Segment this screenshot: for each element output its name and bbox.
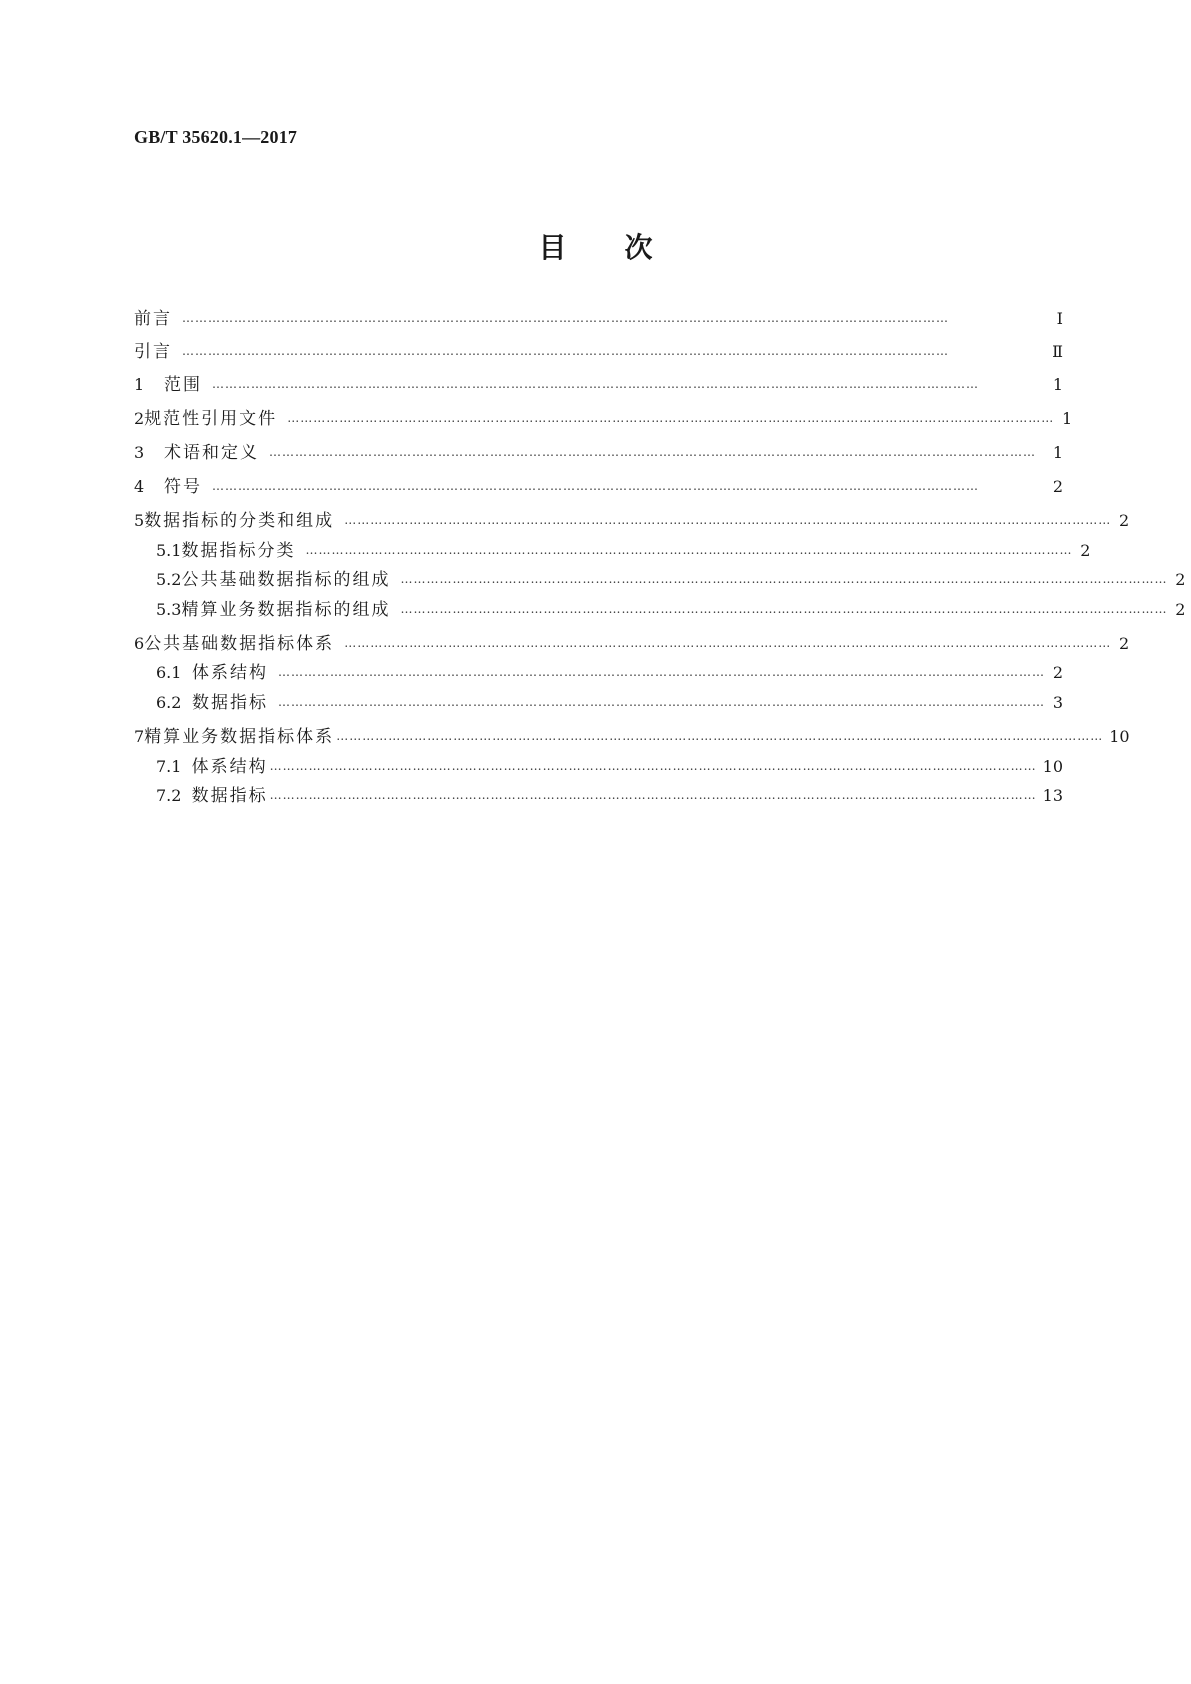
toc-entry-label: 体系结构 (191, 757, 268, 777)
toc-entry-number: 7 (134, 727, 145, 746)
toc-entry-number: 6 (134, 634, 145, 653)
dot-leader: …………………………………………………………………………………………………………………………………………………………… (400, 602, 1168, 616)
toc-entry-page: 10 (1042, 757, 1063, 776)
toc-entry-page: 1 (1062, 409, 1073, 428)
toc-entry-label: 规范性引用文件 (144, 409, 278, 429)
toc-entry-label: 数据指标 (192, 693, 268, 713)
toc-entry-4[interactable] (134, 475, 1063, 499)
dot-leader: …………………………………………………………………………………………………………………………………………………………… (269, 788, 1037, 802)
toc-entry-6-2[interactable] (156, 691, 1063, 715)
toc-entry-number: 1 (134, 375, 145, 394)
toc-entry-page: Ⅰ (1056, 309, 1063, 328)
toc-entry-label: 公共基础数据指标体系 (144, 634, 335, 654)
toc-entry-7[interactable] (134, 725, 1130, 749)
toc-entry-page: 2 (1175, 570, 1186, 589)
toc-entry-5[interactable] (134, 509, 1130, 533)
toc-entry-introduction[interactable] (134, 340, 1063, 364)
toc-entry-page: 13 (1042, 786, 1063, 805)
toc-entry-label: 前言 (134, 309, 172, 329)
toc-entry-label: 数据指标分类 (181, 541, 296, 561)
toc-entry-page: Ⅱ (1052, 342, 1063, 361)
dot-leader: …………………………………………………………………………………………………………………………………………………………… (400, 572, 1168, 586)
toc-entry-number: 7.1 (156, 757, 182, 776)
toc-entry-2[interactable] (134, 407, 1073, 431)
toc-entry-page: 2 (1052, 477, 1063, 496)
toc-entry-number: 5.2 (156, 570, 182, 589)
toc-entry-label: 精算业务数据指标的组成 (181, 600, 391, 620)
dot-leader: …………………………………………………………………………………………………………………………………………………………… (344, 636, 1112, 650)
toc-title: 目次 (538, 231, 711, 264)
toc-entry-6[interactable] (134, 632, 1130, 656)
toc-entry-page: 2 (1119, 634, 1130, 653)
toc-entry-5-3[interactable] (156, 598, 1186, 622)
toc-entry-number: 6.2 (156, 693, 182, 712)
toc-entry-page: 3 (1052, 693, 1063, 712)
toc-entry-page: 2 (1175, 600, 1186, 619)
dot-leader: …………………………………………………………………………………………………………………………………………………………… (269, 759, 1037, 773)
toc-entry-7-2[interactable] (156, 784, 1063, 808)
toc-entry-label: 范围 (164, 375, 202, 395)
toc-entry-number: 2 (134, 409, 145, 428)
toc-entry-number: 7.2 (156, 786, 182, 805)
toc-entry-3[interactable] (134, 441, 1063, 465)
dot-leader: …………………………………………………………………………………………………………………………………………………………… (344, 513, 1112, 527)
dot-leader: …………………………………………………………………………………………………………………………………………………………… (305, 543, 1073, 557)
toc-entry-number: 5.3 (156, 600, 182, 619)
dot-leader: …………………………………………………………………………………………………………………………………………………………… (182, 344, 949, 358)
toc-entry-label: 体系结构 (192, 663, 268, 683)
toc-entry-preface[interactable] (134, 307, 1063, 331)
toc-entry-page: 2 (1119, 511, 1130, 530)
toc-entry-label: 公共基础数据指标的组成 (181, 570, 391, 590)
toc-entry-5-2[interactable] (156, 568, 1186, 592)
document-code: GB/T 35620.1—2017 (134, 127, 298, 147)
dot-leader: …………………………………………………………………………………………………………………………………………………………… (287, 411, 1055, 425)
toc-entry-page: 1 (1052, 443, 1063, 462)
toc-entry-page: 1 (1052, 375, 1063, 394)
toc-entry-number: 6.1 (156, 663, 182, 682)
toc-entry-number: 3 (134, 443, 145, 462)
dot-leader: …………………………………………………………………………………………………………………………………………………………… (212, 377, 979, 391)
dot-leader: …………………………………………………………………………………………………………………………………………………………… (336, 729, 1104, 743)
dot-leader: …………………………………………………………………………………………………………………………………………………………… (212, 479, 979, 493)
toc-entry-6-1[interactable] (156, 661, 1063, 685)
toc-entry-number: 4 (134, 477, 145, 496)
toc-entry-label: 术语和定义 (164, 443, 259, 463)
toc-entry-label: 数据指标 (191, 786, 268, 806)
toc-entry-1[interactable] (134, 373, 1063, 397)
toc-entry-page: 10 (1109, 727, 1130, 746)
toc-entry-label: 引言 (134, 342, 172, 362)
toc-entry-7-1[interactable] (156, 755, 1063, 779)
toc-entry-number: 5.1 (156, 541, 182, 560)
dot-leader: …………………………………………………………………………………………………………………………………………………………… (278, 665, 1045, 679)
toc-entry-number: 5 (134, 511, 145, 530)
dot-leader: …………………………………………………………………………………………………………………………………………………………… (278, 695, 1045, 709)
toc-entry-label: 符号 (164, 477, 202, 497)
toc-entry-label: 精算业务数据指标体系 (144, 727, 335, 747)
dot-leader: …………………………………………………………………………………………………………………………………………………………… (182, 311, 949, 325)
toc-entry-page: 2 (1052, 663, 1063, 682)
dot-leader: …………………………………………………………………………………………………………………………………………………………… (269, 445, 1036, 459)
toc-entry-page: 2 (1080, 541, 1091, 560)
toc-entry-label: 数据指标的分类和组成 (144, 511, 335, 531)
toc-entry-5-1[interactable] (156, 539, 1091, 563)
